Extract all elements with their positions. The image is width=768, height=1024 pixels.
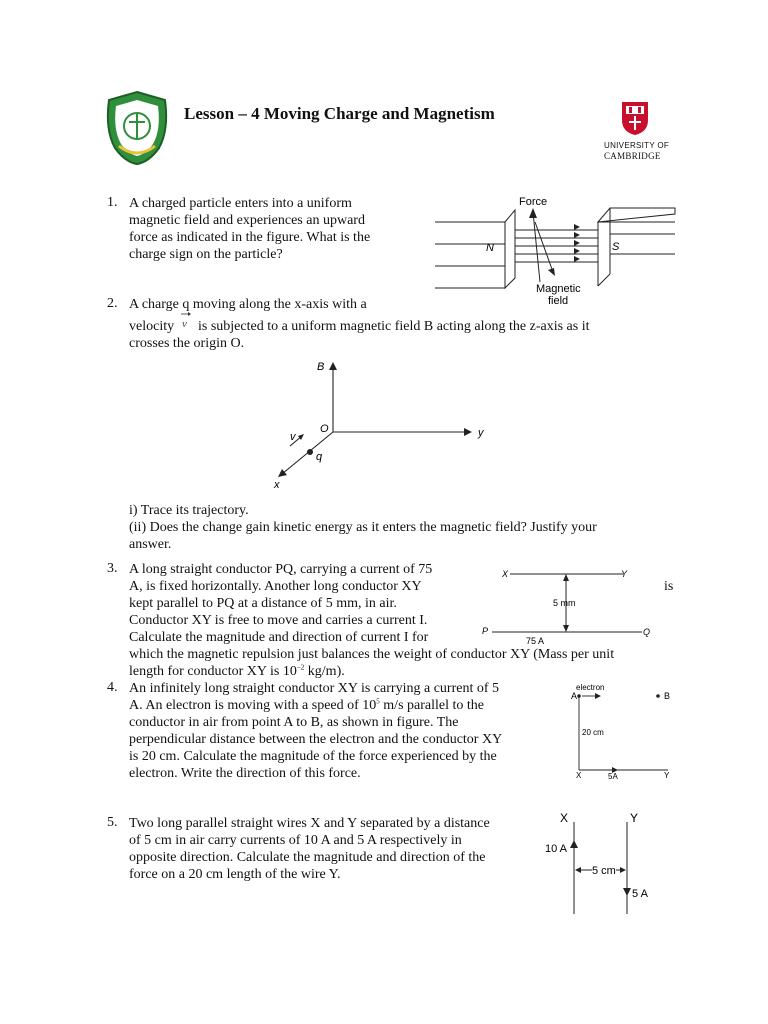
q2-line3: crosses the origin O. [129,336,245,351]
q5-y-label: Y [630,811,639,825]
q4-current-label: 5A [608,772,618,781]
q2-q-label: q [316,451,323,463]
velocity-symbol: v [182,318,187,330]
q4-b-label: B [664,691,671,701]
q4-text [129,680,502,782]
q1-line: A charged particle enters into a uniform [129,196,352,211]
q3-line [129,663,614,680]
q3-last-b: kg/m). [304,664,345,679]
q3-is-word: is [664,579,674,594]
q1-n-label: N [486,242,494,254]
q4-line: is 20 cm. Calculate the magnitude of the force experienced by the [129,749,497,764]
q3-line: kept parallel to PQ at a distance of 5 mm, in air. [129,596,397,611]
q4-line [129,697,502,714]
q2-line2b: is subjected to a uniform magnetic field B acting along the z-axis as it [198,319,590,334]
q5-current1-label: 10 A [545,843,568,855]
q3-line: which the magnetic repulsion just balances the weight of conductor XY (Mass per unit [129,647,615,662]
q3-line: Calculate the magnitude and direction of current I for [129,630,429,645]
q3-line: Conductor XY is free to move and carries a current I. [129,613,428,628]
q3-line: A, is fixed horizontally. Another long conductor XY [129,579,422,594]
q1-magnetic-label: Magnetic [536,283,581,295]
university-crest [620,100,650,136]
q5-line: of 5 cm in air carry currents of 10 A and 5 A respectively in [129,833,462,848]
q3-x-label: X [502,569,509,579]
q2-x-label: x [274,479,280,491]
q2-axes-figure [270,356,500,492]
q5-distance-label: 5 cm [592,865,616,877]
q1-line: magnetic field and experiences an upward [129,213,365,228]
q3-last-a: length for conductor XY is 10 [129,664,297,679]
q1-line: force as indicated in the figure. What is the [129,230,371,245]
q4-y-label: Y [664,771,670,780]
q3-last-sup: −2 [296,663,305,672]
q4-line2-sup: 5 [376,697,380,706]
q4-electron-label: electron [576,683,605,692]
q4-line: electron. Write the direction of this force. [129,766,361,781]
q2-line2a: velocity [129,319,175,334]
q3-line: A long straight conductor PQ, carrying a current of 75 [129,562,433,577]
q3-y-label: Y [621,569,628,579]
q3-current-label: 75 A [526,636,545,646]
q4-line: perpendicular distance between the electron and the conductor XY [129,732,503,747]
q3-q-label: Q [643,627,651,637]
q4-number: 4. [107,680,118,695]
school-logo [103,90,171,166]
q4-line: conductor in air from point A to B, as shown in figure. The [129,715,459,730]
page-title: Lesson – 4 Moving Charge and Magnetism [184,104,495,123]
q3-p-label: P [482,626,489,636]
q1-force-label: Force [519,196,548,208]
q4-line2b: m/s parallel to the [379,698,484,713]
q4-line2a: A. An electron is moving with a speed of 10 [129,698,377,713]
q2-part2-line1: (ii) Does the change gain kinetic energy as it enters the magnetic field? Justify your [129,520,597,535]
q5-line: Two long parallel straight wires X and Y separated by a distance [129,816,490,831]
q5-x-label: X [560,811,569,825]
q3-distance-label: 5 mm [553,598,576,608]
q4-distance-label: 20 cm [582,728,604,737]
q2-o-label: O [320,423,329,435]
q5-current2-label: 5 A [632,888,648,900]
q2-b-label: B [317,361,325,373]
velocity-vector-symbol [179,310,193,330]
q5-line: opposite direction. Calculate the magnitude and direction of the [129,850,486,865]
q1-number: 1. [107,195,118,210]
q3-conductor-figure [478,564,658,646]
q1-s-label: S [612,241,620,253]
q1-field-label: field [548,295,569,307]
q4-electron-figure [568,680,678,782]
q2-v-label: v [290,431,296,443]
q1-magnet-figure [430,194,680,312]
q2-y-label: y [478,427,484,439]
q2-line1: A charge q moving along the x-axis with a [129,297,367,312]
q2-part2-line2: answer. [129,537,172,552]
q4-line: An infinitely long straight conductor XY is carrying a current of 5 [129,681,499,696]
q1-line: charge sign on the particle? [129,247,283,262]
q3-number: 3. [107,561,118,576]
q1-text [129,195,370,263]
university-name-line1: UNIVERSITY OF [604,141,670,150]
university-name-line2: CAMBRIDGE [604,151,661,161]
q2-number: 2. [107,296,118,311]
q5-text [129,815,490,883]
q5-number: 5. [107,815,118,830]
q2-part1: i) Trace its trajectory. [129,503,249,518]
q4-x-label: X [576,771,582,780]
q5-wires-figure [540,810,660,918]
q5-line: force on a 20 cm length of the wire Y. [129,867,341,882]
q4-a-label: A [571,691,578,701]
